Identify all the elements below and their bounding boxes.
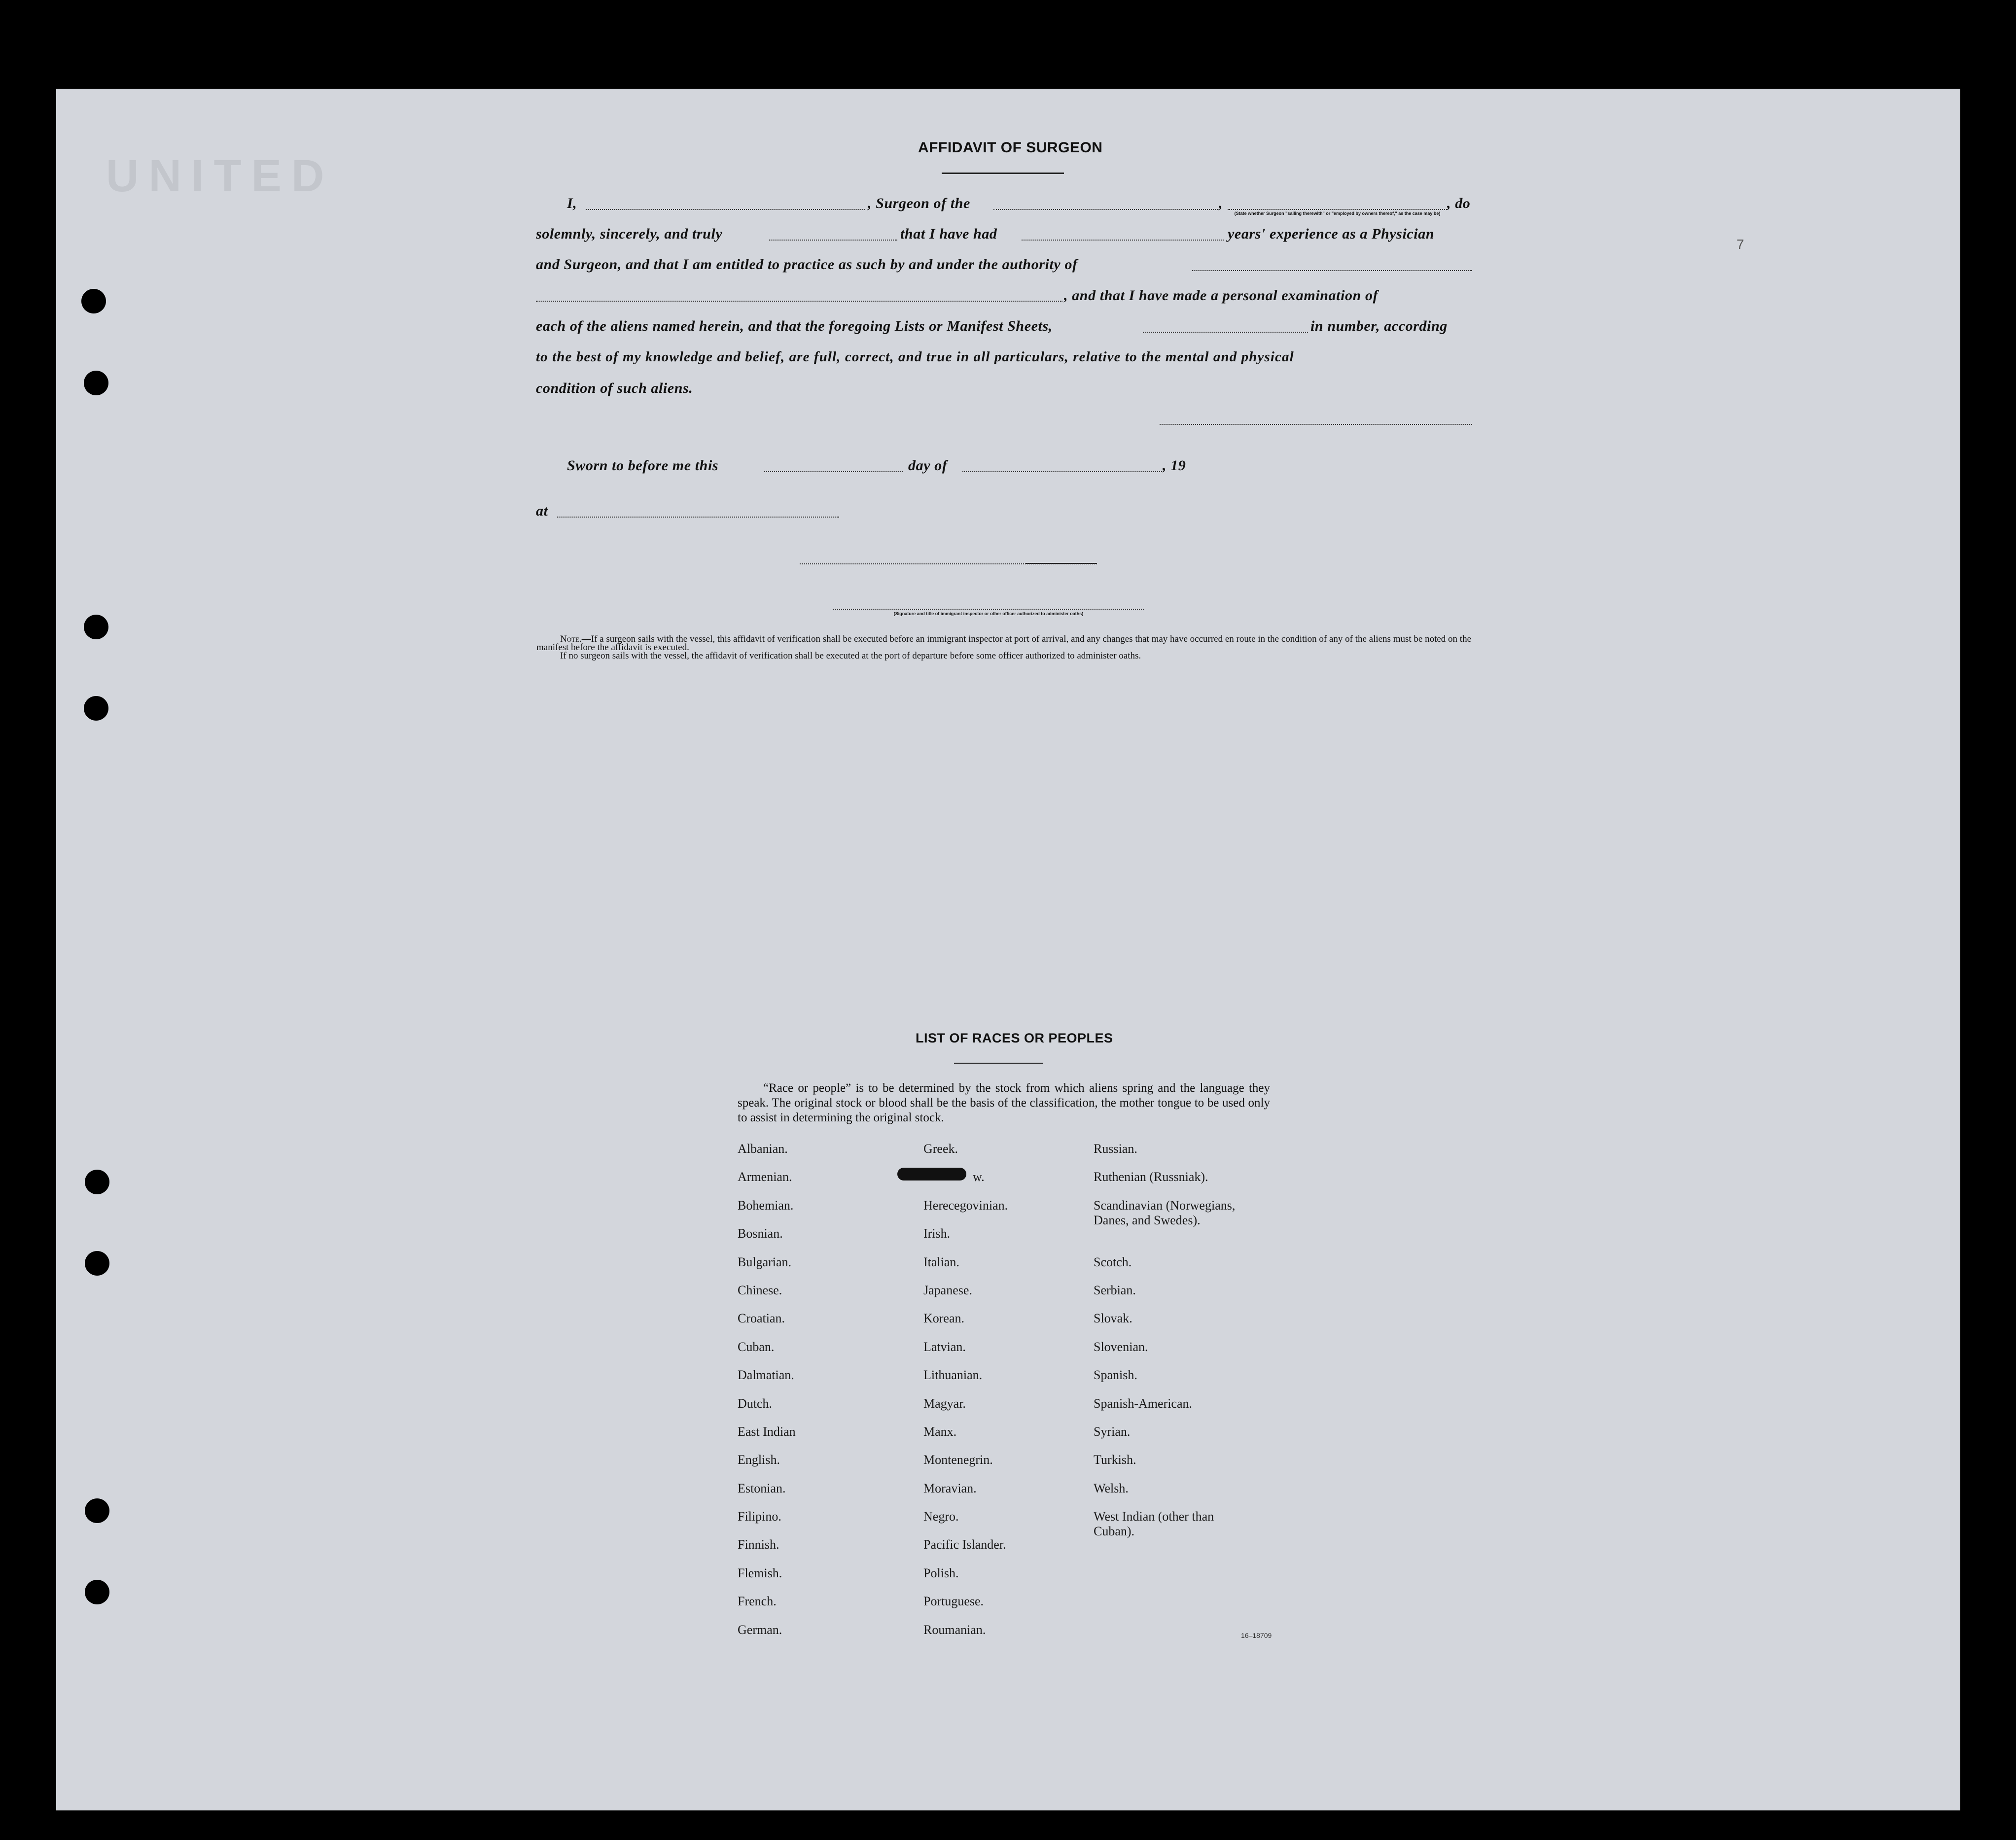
race-item: Scandinavian (Norwegians, Danes, and Swedes). — [1094, 1198, 1236, 1227]
race-item: Greek. — [923, 1142, 958, 1156]
race-item: Estonian. — [738, 1481, 786, 1495]
race-item: Bulgarian. — [738, 1254, 792, 1269]
blank-month — [962, 471, 1162, 472]
affidavit-line2-a: solemnly, sincerely, and truly — [536, 226, 723, 242]
race-item: English. — [738, 1453, 780, 1467]
affidavit-note — [536, 635, 1473, 660]
blank-vessel — [993, 209, 1218, 210]
race-item: Portuguese. — [923, 1594, 984, 1609]
note-p1: —If a surgeon sails with the vessel, this affidavit of verification shall be executed before an immigrant inspector at port of arrival, and any changes that may have occurred en route in the condition of any of the aliens must be noted on the manifest before the affidavit is executed. — [536, 634, 1472, 653]
affidavit-line6: to the best of my knowledge and belief, are full, correct, and true in all particulars, relative to the mental and physical — [536, 349, 1294, 365]
title-underline — [942, 173, 1064, 174]
race-item: Armenian. — [738, 1170, 792, 1184]
race-item: Latvian. — [923, 1339, 966, 1354]
race-item: Slovenian. — [1094, 1339, 1148, 1354]
race-item: Spanish-American. — [1094, 1396, 1193, 1411]
title-line — [833, 609, 1144, 610]
punch-hole — [85, 1580, 109, 1604]
race-item: Herecegovinian. — [923, 1198, 1008, 1213]
race-item: Irish. — [923, 1226, 951, 1241]
punch-hole — [85, 1498, 109, 1523]
races-title-underline — [954, 1063, 1043, 1064]
race-item: Flemish. — [738, 1565, 782, 1580]
affidavit-line1-b: , Surgeon of the — [868, 195, 970, 211]
punch-hole — [84, 371, 108, 395]
race-item: Syrian. — [1094, 1424, 1131, 1439]
races-column-2 — [923, 1142, 1008, 1651]
race-item: German. — [738, 1622, 782, 1637]
race-item: Manx. — [923, 1424, 957, 1439]
race-item: Dutch. — [738, 1396, 773, 1411]
punch-hole — [85, 1170, 109, 1194]
punch-hole — [85, 1251, 109, 1276]
race-item: Polish. — [923, 1565, 959, 1580]
race-item: w. — [973, 1170, 985, 1184]
sworn-a: Sworn to before me this — [567, 457, 719, 474]
race-item: Welsh. — [1094, 1481, 1129, 1495]
blank-authority-cont — [536, 301, 1062, 302]
races-column-3 — [1094, 1142, 1271, 1537]
race-item: Turkish. — [1094, 1453, 1136, 1467]
race-item: Lithuanian. — [923, 1368, 983, 1383]
sworn-c: , 19 — [1163, 457, 1186, 474]
race-item: East Indian — [738, 1424, 796, 1439]
blank-years — [1022, 240, 1224, 241]
blank-sheets — [1143, 332, 1308, 333]
race-item: Magyar. — [923, 1396, 966, 1411]
race-item: Filipino. — [738, 1509, 781, 1524]
race-item: Bohemian. — [738, 1198, 794, 1213]
race-item: Serbian. — [1094, 1283, 1136, 1297]
ghost-text: UNITED — [106, 151, 334, 201]
race-item: Finnish. — [738, 1537, 779, 1552]
affidavit-title: AFFIDAVIT OF SURGEON — [918, 139, 1103, 156]
race-item: Croatian. — [738, 1311, 785, 1326]
race-item: Negro. — [923, 1509, 959, 1524]
race-item: Russian. — [1094, 1142, 1137, 1156]
race-item: Korean. — [923, 1311, 965, 1326]
race-item: Italian. — [923, 1254, 959, 1269]
note-p2: If no surgeon sails with the vessel, the affidavit of verification shall be executed at the port of departure before some officer authorized to administer oaths. — [560, 651, 1141, 661]
affidavit-line1-d: , do — [1447, 195, 1471, 211]
affidavit-line5-a: each of the aliens named herein, and that the foregoing Lists or Manifest Sheets, — [536, 318, 1053, 334]
race-item: Bosnian. — [738, 1226, 783, 1241]
at-label: at — [536, 503, 548, 519]
race-item: Roumanian. — [923, 1622, 986, 1637]
note-label: Note. — [560, 634, 582, 644]
races-title: LIST OF RACES OR PEOPLES — [916, 1031, 1113, 1045]
affidavit-line4: , and that I have made a personal examination of — [1064, 287, 1379, 304]
affidavit-line1-c: , — [1219, 195, 1223, 211]
blank-name — [586, 209, 865, 210]
race-item: Dalmatian. — [738, 1368, 794, 1383]
blank-place — [557, 517, 839, 518]
surgeon-status-note: (State whether Surgeon "sailing therewith" or "employed by owners thereof," as the case may be) — [1234, 211, 1441, 216]
race-item: Ruthenian (Russniak). — [1094, 1170, 1208, 1184]
race-item: Chinese. — [738, 1283, 782, 1297]
race-item: Albanian. — [738, 1142, 788, 1156]
race-item: Moravian. — [923, 1481, 977, 1495]
blank-authority — [1192, 270, 1472, 271]
race-item: French. — [738, 1594, 777, 1609]
punch-hole — [81, 289, 106, 313]
ink-smudge — [897, 1168, 966, 1180]
race-item: Montenegrin. — [923, 1453, 993, 1467]
affidavit-line2-c: years' experience as a Physician — [1228, 226, 1435, 242]
blank-status — [1228, 209, 1447, 210]
race-item: Pacific Islander. — [923, 1537, 1006, 1552]
races-intro: “Race or people” is to be determined by the stock from which aliens spring and the language they speak. The original stock or blood shall be the basis of the classification, the mother tongue to be used only to assist in determining the original stock. — [738, 1081, 1270, 1124]
blank-day — [764, 471, 903, 472]
inspector-signature-solid — [1026, 563, 1097, 564]
affidavit-line3: and Surgeon, and that I am entitled to practice as such by and under the authority of — [536, 256, 1078, 273]
affidavit-line7: condition of such aliens. — [536, 380, 693, 396]
race-item: Japanese. — [923, 1283, 972, 1297]
affidavit-line1-a: I, — [567, 195, 577, 211]
affidavit-line2-b: that I have had — [900, 226, 997, 242]
punch-hole — [84, 696, 108, 721]
race-item: Spanish. — [1094, 1368, 1137, 1383]
punch-hole — [84, 615, 108, 639]
race-item: Slovak. — [1094, 1311, 1132, 1326]
sworn-b: day of — [908, 457, 948, 474]
surgeon-signature-line — [1160, 424, 1472, 425]
margin-mark: 7 — [1736, 237, 1744, 252]
race-item: Cuban. — [738, 1339, 775, 1354]
form-number: 16–18709 — [1241, 1632, 1272, 1639]
race-item: Scotch. — [1094, 1254, 1132, 1269]
document-sheet — [56, 89, 1960, 1810]
affidavit-line5-b: in number, according — [1310, 318, 1448, 334]
signature-caption: (Signature and title of immigrant inspector or other officer authorized to administer oaths) — [893, 611, 1084, 616]
race-item: West Indian (other than Cuban). — [1094, 1509, 1214, 1539]
races-column-1 — [738, 1142, 796, 1651]
blank-swear — [769, 240, 897, 241]
